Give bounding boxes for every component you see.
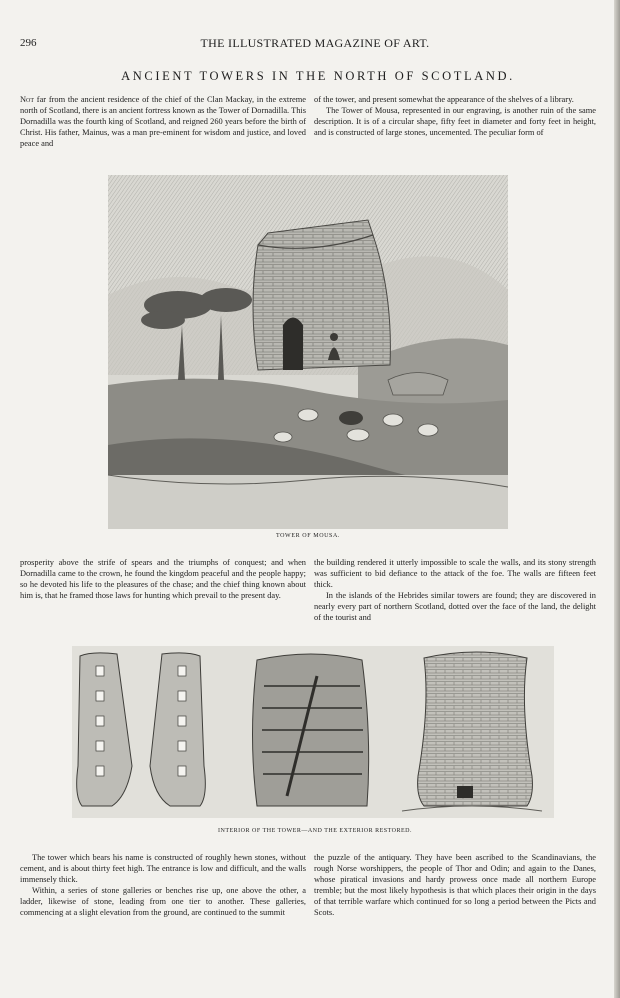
article-title: ANCIENT TOWERS IN THE NORTH OF SCOTLAND. bbox=[121, 69, 515, 83]
page-number: 296 bbox=[20, 37, 37, 49]
figure-caption-mousa: TOWER OF MOUSA. bbox=[275, 533, 341, 539]
middle-right-column bbox=[314, 558, 596, 623]
drop-word: Not bbox=[20, 95, 35, 104]
paragraph-walls: the building rendered it utterly impossible to scale the walls, and its stony strength was sufficient to bid defiance to the attack of the foe. The walls are fifteen feet thick. bbox=[314, 558, 596, 589]
page-edge-shadow bbox=[614, 0, 620, 998]
bottom-right-column bbox=[314, 853, 596, 918]
running-head: THE ILLUSTRATED MAGAZINE OF ART. bbox=[200, 36, 430, 50]
top-left-column bbox=[20, 95, 306, 150]
paragraph-prosperity: prosperity above the strife of spears and the triumphs of conquest; and when Dornadilla came to the crown, he found the kingdom peaceful and the people happy; so he devoted his life to the pleasures of the chase; and the chief thing known about him is, that he framed those laws for hunting which prevail to the present day. bbox=[20, 558, 306, 600]
paragraph-mousa: The Tower of Mousa, represented in our engraving, is another ruin of the same description. It is of a circular shape, fifty feet in diameter and forty feet in height, and is constructed of large stones, uncemented. The peculiar form of bbox=[314, 105, 596, 137]
bottom-left-column bbox=[20, 853, 306, 918]
paragraph-intro: Not far from the ancient residence of the chief of the Clan Mackay, in the extreme north of Scotland, there is an ancient fortress known as the Tower of Dornadilla. This Dornadilla was the fourth king of Scotland, and reigned 260 years before the birth of Christ. His father, Mainus, was a man pre-eminent for wisdom and justice, and loved peace and bbox=[20, 95, 306, 148]
tower-interior-exterior-engraving bbox=[72, 646, 554, 818]
top-right-column bbox=[314, 95, 596, 139]
figure-caption-interior: INTERIOR OF THE TOWER—AND THE EXTERIOR RESTORED. bbox=[218, 828, 412, 834]
paragraph-antiquary: the puzzle of the antiquary. They have been ascribed to the Scandinavians, the rough Norse worshippers, the people of Thor and Odin; and again to the Danes, whose piratical invasions and hardy prowess once made all northern Europe tremble; but the most likely hypothesis is that which places their origin in the days of that terrible warfare which continued for so long a period between the Picts and Scots. bbox=[314, 853, 596, 917]
middle-left-column bbox=[20, 558, 306, 602]
paragraph-hebrides: In the islands of the Hebrides similar towers are found; they are discovered in nearly every part of northern Scotland, dotted over the face of the land, the delight of the tourist and bbox=[314, 590, 596, 622]
paragraph-shelves: of the tower, and present somewhat the appearance of the shelves of a library. bbox=[314, 95, 574, 104]
tower-of-mousa-engraving bbox=[108, 175, 508, 529]
paragraph-construction: The tower which bears his name is constructed of roughly hewn stones, without cement, and is about thirty feet high. The entrance is low and difficult, and the walls immensely thick. bbox=[20, 853, 306, 884]
paragraph-galleries: Within, a series of stone galleries or benches rise up, one above the other, a ladder, likewise of stone, leading from one tier to another. These galleries, commencing at a slight elevation from the ground, are continued to the summit bbox=[20, 885, 306, 917]
